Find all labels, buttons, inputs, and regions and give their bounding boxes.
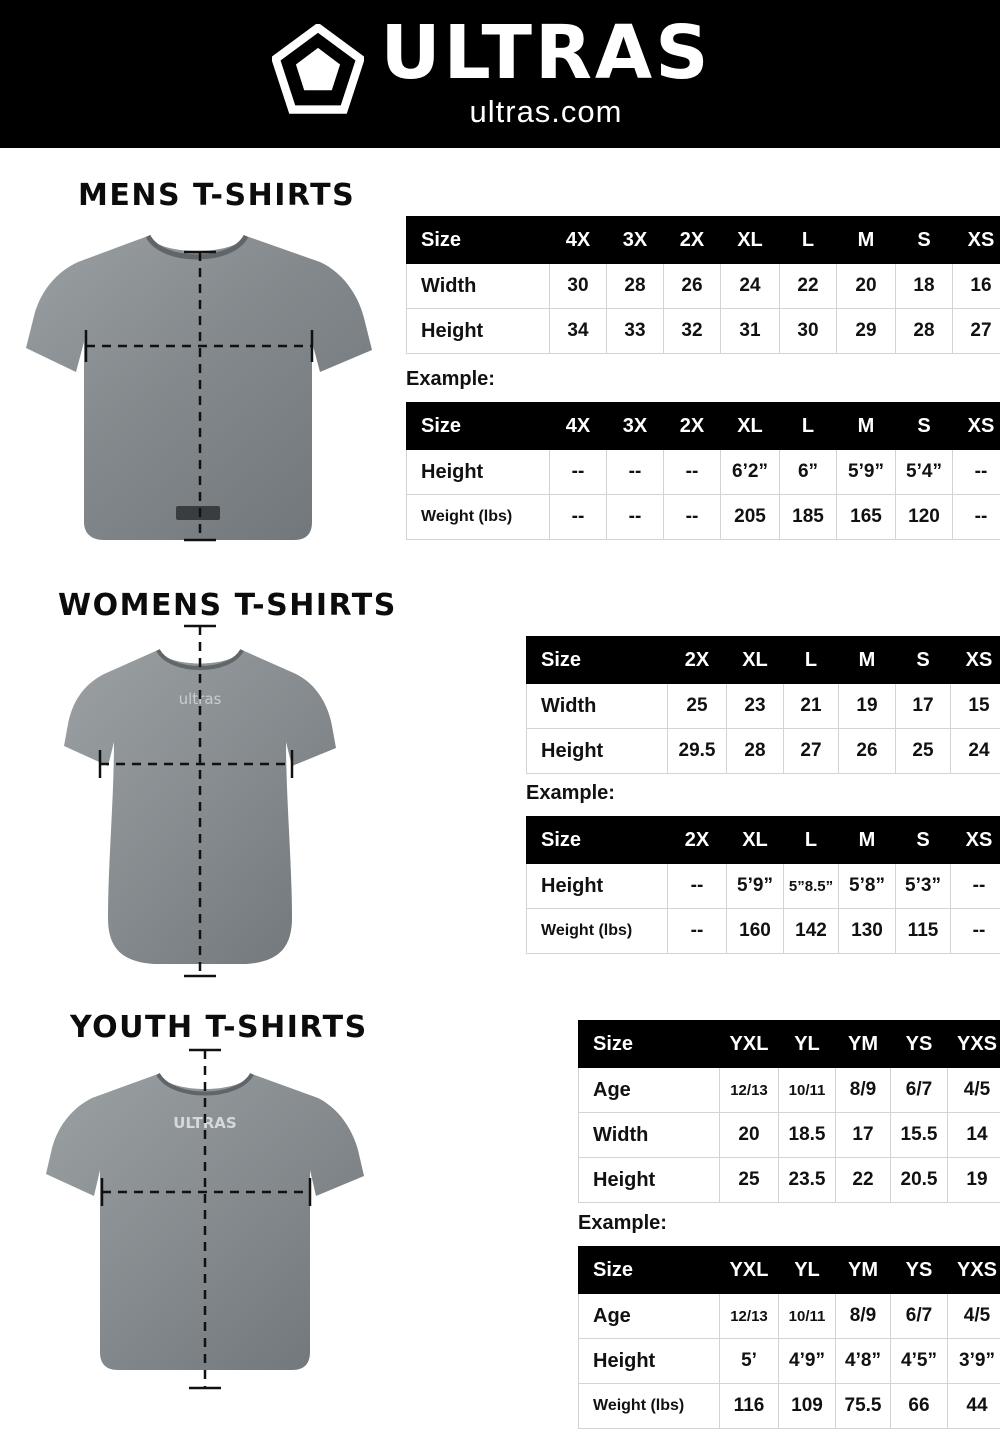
table-row [407, 264, 1000, 309]
youth-section-title: YOUTH T-SHIRTS [70, 1010, 368, 1045]
cell: 205 [721, 495, 780, 540]
youth-tshirt-illustration [30, 1040, 380, 1400]
col-header: L [780, 403, 837, 450]
cell: 30 [550, 264, 607, 309]
page-header [0, 0, 1000, 148]
cell: 12/13 [720, 1068, 779, 1113]
cell: 19 [948, 1158, 1000, 1203]
cell: 4/5 [948, 1068, 1000, 1113]
cell: 25 [668, 684, 727, 729]
cell: 22 [780, 264, 837, 309]
table-row [579, 1158, 1000, 1203]
table-header-row [527, 817, 1000, 864]
cell: 15 [951, 684, 1000, 729]
row-label: Weight (lbs) [579, 1384, 720, 1429]
col-header: L [784, 817, 839, 864]
col-header: YL [779, 1021, 836, 1068]
womens-size-chart [526, 636, 1000, 774]
table-row [527, 729, 1000, 774]
cell: 19 [839, 684, 896, 729]
cell: 8/9 [836, 1294, 891, 1339]
mens-tshirt-illustration [20, 222, 380, 552]
cell: 28 [896, 309, 953, 354]
cell: 116 [720, 1384, 779, 1429]
cell: 130 [839, 909, 896, 954]
row-label: Height [579, 1158, 720, 1203]
cell: 25 [896, 729, 951, 774]
womens-example-label: Example: [526, 782, 615, 804]
col-header: XS [953, 217, 1000, 264]
cell: 6/7 [891, 1294, 948, 1339]
cell: 12/13 [720, 1294, 779, 1339]
cell: 22 [836, 1158, 891, 1203]
col-header: YS [891, 1247, 948, 1294]
cell: 185 [780, 495, 837, 540]
row-label: Weight (lbs) [407, 495, 550, 540]
table-row [579, 1068, 1000, 1113]
col-header: 2X [668, 817, 727, 864]
col-header: Size [527, 817, 668, 864]
cell: 17 [896, 684, 951, 729]
cell: 75.5 [836, 1384, 891, 1429]
cell: -- [550, 495, 607, 540]
cell: 28 [607, 264, 664, 309]
cell: -- [951, 909, 1000, 954]
col-header: L [780, 217, 837, 264]
cell: 32 [664, 309, 721, 354]
cell: -- [664, 495, 721, 540]
cell: 6’2” [721, 450, 780, 495]
col-header: 2X [668, 637, 727, 684]
cell: 5’9” [837, 450, 896, 495]
cell: 5’8” [839, 864, 896, 909]
cell: 20 [720, 1113, 779, 1158]
cell: 28 [727, 729, 784, 774]
cell: 26 [839, 729, 896, 774]
row-label: Width [407, 264, 550, 309]
mens-example-chart [406, 402, 1000, 540]
row-label: Height [527, 864, 668, 909]
cell: 29.5 [668, 729, 727, 774]
table-row [579, 1384, 1000, 1429]
cell: 10/11 [779, 1294, 836, 1339]
brand-name: ULTRAS [380, 9, 712, 96]
col-header: YXL [720, 1247, 779, 1294]
cell: 5’ [720, 1339, 779, 1384]
cell: 33 [607, 309, 664, 354]
col-header: L [784, 637, 839, 684]
cell: 25 [720, 1158, 779, 1203]
womens-example-chart [526, 816, 1000, 954]
cell: 5’4” [896, 450, 953, 495]
table-row [527, 909, 1000, 954]
row-label: Height [579, 1339, 720, 1384]
cell: 15.5 [891, 1113, 948, 1158]
col-header: S [896, 817, 951, 864]
cell: 34 [550, 309, 607, 354]
cell: 26 [664, 264, 721, 309]
col-header: M [837, 217, 896, 264]
table-row [527, 864, 1000, 909]
cell: 20.5 [891, 1158, 948, 1203]
col-header: Size [579, 1021, 720, 1068]
col-header: XL [721, 217, 780, 264]
cell: 8/9 [836, 1068, 891, 1113]
table-row [407, 495, 1000, 540]
cell: -- [668, 909, 727, 954]
table-row [579, 1339, 1000, 1384]
cell: 4’8” [836, 1339, 891, 1384]
cell: 10/11 [779, 1068, 836, 1113]
cell: 30 [780, 309, 837, 354]
col-header: YM [836, 1247, 891, 1294]
table-row [579, 1294, 1000, 1339]
cell: -- [668, 864, 727, 909]
cell: 20 [837, 264, 896, 309]
col-header: 3X [607, 217, 664, 264]
brand-url: ultras.com [469, 94, 623, 130]
cell: -- [953, 450, 1000, 495]
youth-size-chart [578, 1020, 1000, 1203]
cell: 21 [784, 684, 839, 729]
womens-tshirt-illustration [40, 618, 360, 988]
col-header: XS [951, 817, 1000, 864]
cell: 4’5” [891, 1339, 948, 1384]
cell: 27 [953, 309, 1000, 354]
table-row [407, 309, 1000, 354]
row-label: Age [579, 1294, 720, 1339]
table-header-row [579, 1021, 1000, 1068]
cell: 16 [953, 264, 1000, 309]
cell: 23.5 [779, 1158, 836, 1203]
cell: 6” [780, 450, 837, 495]
col-header: XS [953, 403, 1000, 450]
cell: 66 [891, 1384, 948, 1429]
col-header: S [896, 403, 953, 450]
cell: -- [607, 450, 664, 495]
cell: 24 [721, 264, 780, 309]
cell: 4/5 [948, 1294, 1000, 1339]
col-header: 2X [664, 403, 721, 450]
cell: -- [664, 450, 721, 495]
womens-section-title: WOMENS T-SHIRTS [58, 588, 397, 623]
cell: -- [550, 450, 607, 495]
table-header-row [407, 217, 1000, 264]
cell: 14 [948, 1113, 1000, 1158]
cell: 4’9” [779, 1339, 836, 1384]
cell: 31 [721, 309, 780, 354]
cell: 160 [727, 909, 784, 954]
row-label: Width [579, 1113, 720, 1158]
cell: 29 [837, 309, 896, 354]
row-label: Height [407, 450, 550, 495]
cell: 115 [896, 909, 951, 954]
cell: 18 [896, 264, 953, 309]
col-header: XL [727, 637, 784, 684]
col-header: YS [891, 1021, 948, 1068]
col-header: XL [721, 403, 780, 450]
cell: 23 [727, 684, 784, 729]
col-header: M [839, 637, 896, 684]
youth-example-chart [578, 1246, 1000, 1429]
table-header-row [407, 403, 1000, 450]
col-header: S [896, 217, 953, 264]
col-header: 4X [550, 217, 607, 264]
col-header: XS [951, 637, 1000, 684]
youth-example-label: Example: [578, 1212, 667, 1234]
col-header: Size [407, 403, 550, 450]
cell: 109 [779, 1384, 836, 1429]
col-header: YXS [948, 1247, 1000, 1294]
cell: 44 [948, 1384, 1000, 1429]
col-header: YL [779, 1247, 836, 1294]
cell: 17 [836, 1113, 891, 1158]
col-header: M [839, 817, 896, 864]
cell: 165 [837, 495, 896, 540]
cell: -- [951, 864, 1000, 909]
col-header: 4X [550, 403, 607, 450]
svg-text:ULTRAS: ULTRAS [173, 1114, 237, 1132]
cell: 24 [951, 729, 1000, 774]
table-header-row [579, 1247, 1000, 1294]
mens-section-title: MENS T-SHIRTS [78, 178, 356, 213]
mens-size-chart [406, 216, 1000, 354]
col-header: M [837, 403, 896, 450]
svg-text:ultras: ultras [178, 690, 222, 708]
cell: 5’9” [727, 864, 784, 909]
cell: -- [953, 495, 1000, 540]
col-header: S [896, 637, 951, 684]
col-header: XL [727, 817, 784, 864]
col-header: Size [579, 1247, 720, 1294]
col-header: YM [836, 1021, 891, 1068]
cell: 5’3” [896, 864, 951, 909]
col-header: 3X [607, 403, 664, 450]
row-label: Height [527, 729, 668, 774]
row-label: Weight (lbs) [527, 909, 668, 954]
cell: 5”8.5” [784, 864, 839, 909]
brand-block [272, 9, 712, 130]
cell: 18.5 [779, 1113, 836, 1158]
col-header: Size [407, 217, 550, 264]
table-row [407, 450, 1000, 495]
pentagon-logo-icon [272, 24, 364, 116]
cell: 6/7 [891, 1068, 948, 1113]
mens-example-label: Example: [406, 368, 495, 390]
table-header-row [527, 637, 1000, 684]
table-row [579, 1113, 1000, 1158]
row-label: Height [407, 309, 550, 354]
col-header: YXS [948, 1021, 1000, 1068]
col-header: Size [527, 637, 668, 684]
row-label: Width [527, 684, 668, 729]
cell: 3’9” [948, 1339, 1000, 1384]
cell: 142 [784, 909, 839, 954]
cell: 27 [784, 729, 839, 774]
row-label: Age [579, 1068, 720, 1113]
table-row [527, 684, 1000, 729]
col-header: YXL [720, 1021, 779, 1068]
cell: 120 [896, 495, 953, 540]
col-header: 2X [664, 217, 721, 264]
cell: -- [607, 495, 664, 540]
